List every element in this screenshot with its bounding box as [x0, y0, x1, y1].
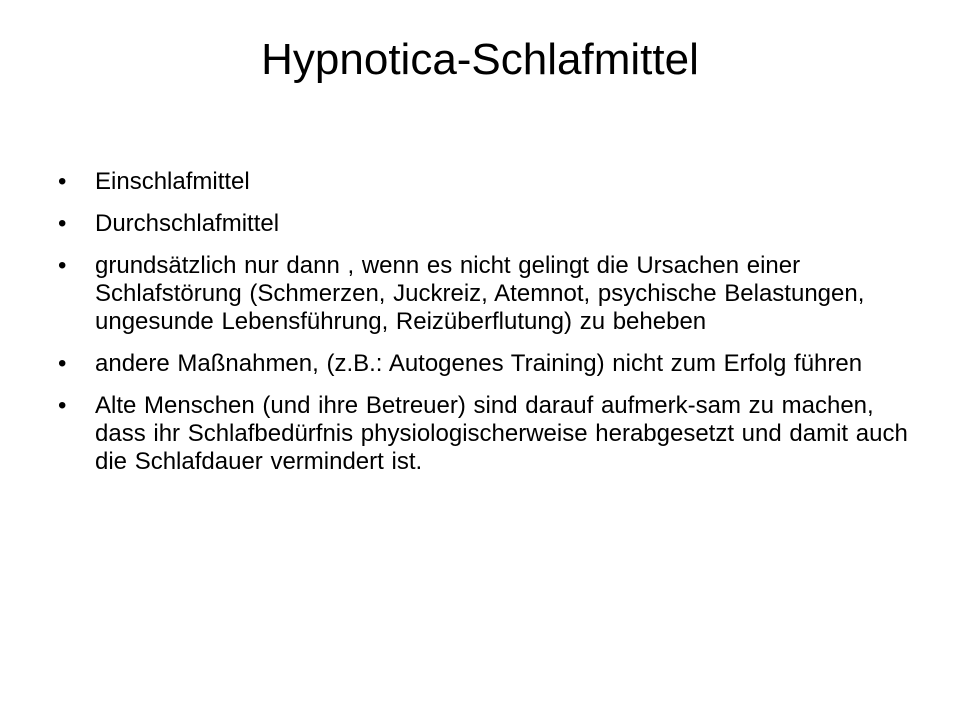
bullet-item-einschlafmittel [58, 168, 908, 196]
bullet-item-andere-massnahmen [58, 350, 908, 378]
bullet-text: andere Maßnahmen, (z.B.: Autogenes Training) nicht zum Erfolg führen [95, 350, 863, 377]
slide-title: Hypnotica-Schlafmittel [261, 35, 699, 84]
bullet-icon: • [58, 252, 67, 279]
bullet-icon: • [58, 210, 67, 237]
bullet-item-grundsaetzlich [58, 252, 908, 336]
bullet-text: Einschlafmittel [95, 168, 250, 195]
bullet-item-durchschlafmittel [58, 210, 908, 238]
bullet-text: Alte Menschen (und ihre Betreuer) sind darauf aufmerk-sam zu machen, dass ihr Schlafbedürfnis physiologischerweise herabgesetzt und damit auch die Schlafdauer vermindert ist. [95, 392, 908, 475]
bullet-list [58, 168, 908, 490]
bullet-icon: • [58, 392, 67, 419]
bullet-text: grundsätzlich nur dann , wenn es nicht gelingt die Ursachen einer Schlafstörung (Schmerzen, Juckreiz, Atemnot, psychische Belastungen, ungesunde Lebensführung, Reizüberflutung) zu beheben [95, 252, 865, 335]
bullet-icon: • [58, 168, 67, 195]
bullet-icon: • [58, 350, 67, 377]
bullet-text: Durchschlafmittel [95, 210, 280, 237]
bullet-item-alte-menschen [58, 392, 908, 476]
